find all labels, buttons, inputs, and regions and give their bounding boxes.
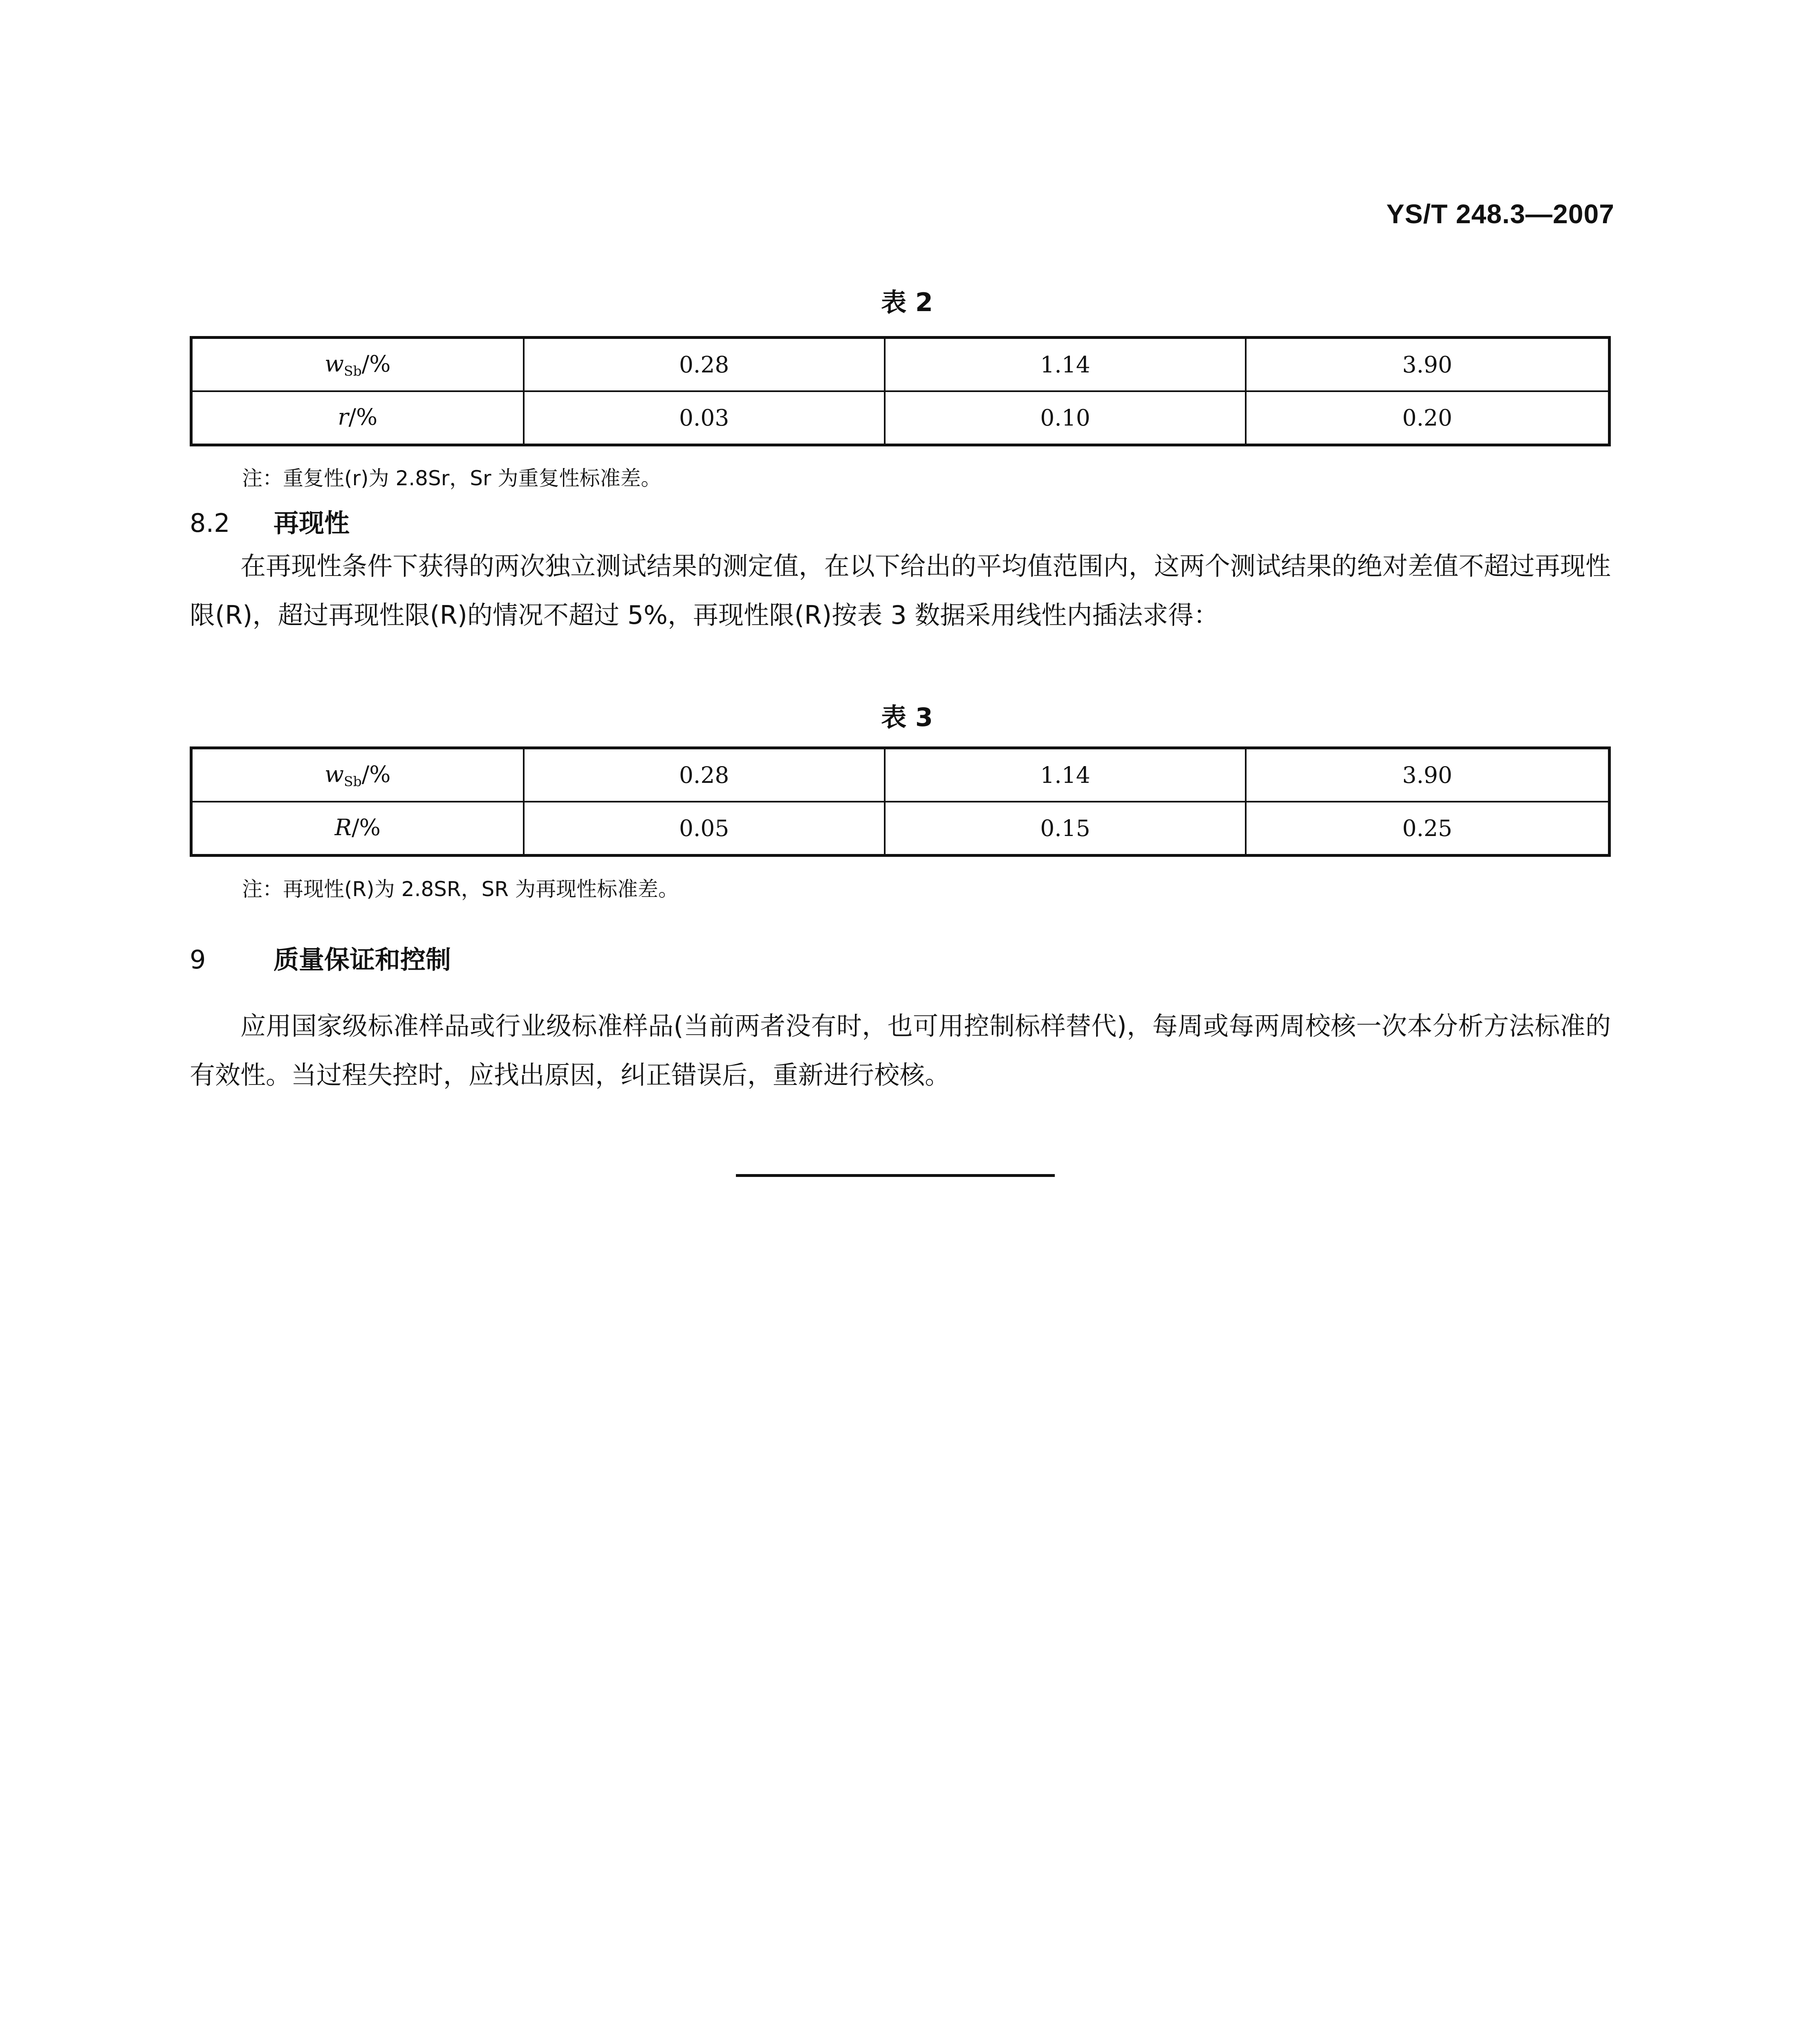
section-8-2-heading xyxy=(190,503,350,539)
quantity-unit: /% xyxy=(352,814,381,840)
table-row xyxy=(191,391,1610,445)
quantity-symbol: r xyxy=(338,403,349,430)
table-cell: 3.90 xyxy=(1246,338,1609,392)
table-cell: 0.15 xyxy=(885,802,1246,856)
table-cell: 1.14 xyxy=(885,338,1246,392)
table-cell: 3.90 xyxy=(1246,748,1609,802)
table-3-note: 注：再现性(R)为 2.8SR，SR 为再现性标准差。 xyxy=(242,877,679,901)
section-number: 9 xyxy=(190,945,206,975)
table-3-caption: 表 3 xyxy=(881,702,933,732)
end-of-standard-rule xyxy=(736,1174,1055,1177)
section-title: 质量保证和控制 xyxy=(274,945,451,975)
quantity-unit: /% xyxy=(361,761,391,787)
table-cell: 0.25 xyxy=(1246,802,1609,856)
table-cell: 0.05 xyxy=(524,802,885,856)
section-9-paragraph: 应用国家级标准样品或行业级标准样品(当前两者没有时，也可用控制标样替代)，每周或每两周校核一次本分析方法标准的有效性。当过程失控时，应找出原因，纠正错误后，重新进行校核。 xyxy=(190,1011,1611,1090)
quantity-symbol: R xyxy=(334,814,352,840)
table-2 xyxy=(190,336,1611,446)
section-number: 8.2 xyxy=(190,508,230,538)
quantity-symbol: w xyxy=(324,350,344,377)
section-8-2-paragraph: 在再现性条件下获得的两次独立测试结果的测定值，在以下给出的平均值范围内，这两个测试结果的绝对差值不超过再现性限(R)，超过再现性限(R)的情况不超过 5%，再现性限(R)按表 3 数据采用线性内插法求得： xyxy=(190,551,1611,630)
table-cell: 0.28 xyxy=(524,338,885,392)
table-row xyxy=(191,748,1610,802)
table-cell: 0.28 xyxy=(524,748,885,802)
table-cell: 0.20 xyxy=(1246,391,1609,445)
table-cell: 1.14 xyxy=(885,748,1246,802)
table-cell: 0.10 xyxy=(885,391,1246,445)
quantity-subscript: Sb xyxy=(344,773,362,789)
table-2-note: 注：重复性(r)为 2.8Sr，Sr 为重复性标准差。 xyxy=(242,466,661,490)
quantity-unit: /% xyxy=(348,403,378,430)
document-code: YS/T 248.3—2007 xyxy=(1386,199,1614,229)
row-header-cell xyxy=(191,338,524,392)
section-title: 再现性 xyxy=(274,508,350,538)
table-2-caption: 表 2 xyxy=(881,287,933,317)
quantity-subscript: Sb xyxy=(344,363,362,379)
quantity-unit: /% xyxy=(361,350,391,377)
row-header-cell xyxy=(191,391,524,445)
quantity-symbol: w xyxy=(324,761,344,787)
table-row xyxy=(191,802,1610,856)
table-3 xyxy=(190,746,1611,857)
row-header-cell xyxy=(191,748,524,802)
table-cell: 0.03 xyxy=(524,391,885,445)
table-row xyxy=(191,338,1610,392)
section-9-heading xyxy=(190,939,451,976)
row-header-cell xyxy=(191,802,524,856)
